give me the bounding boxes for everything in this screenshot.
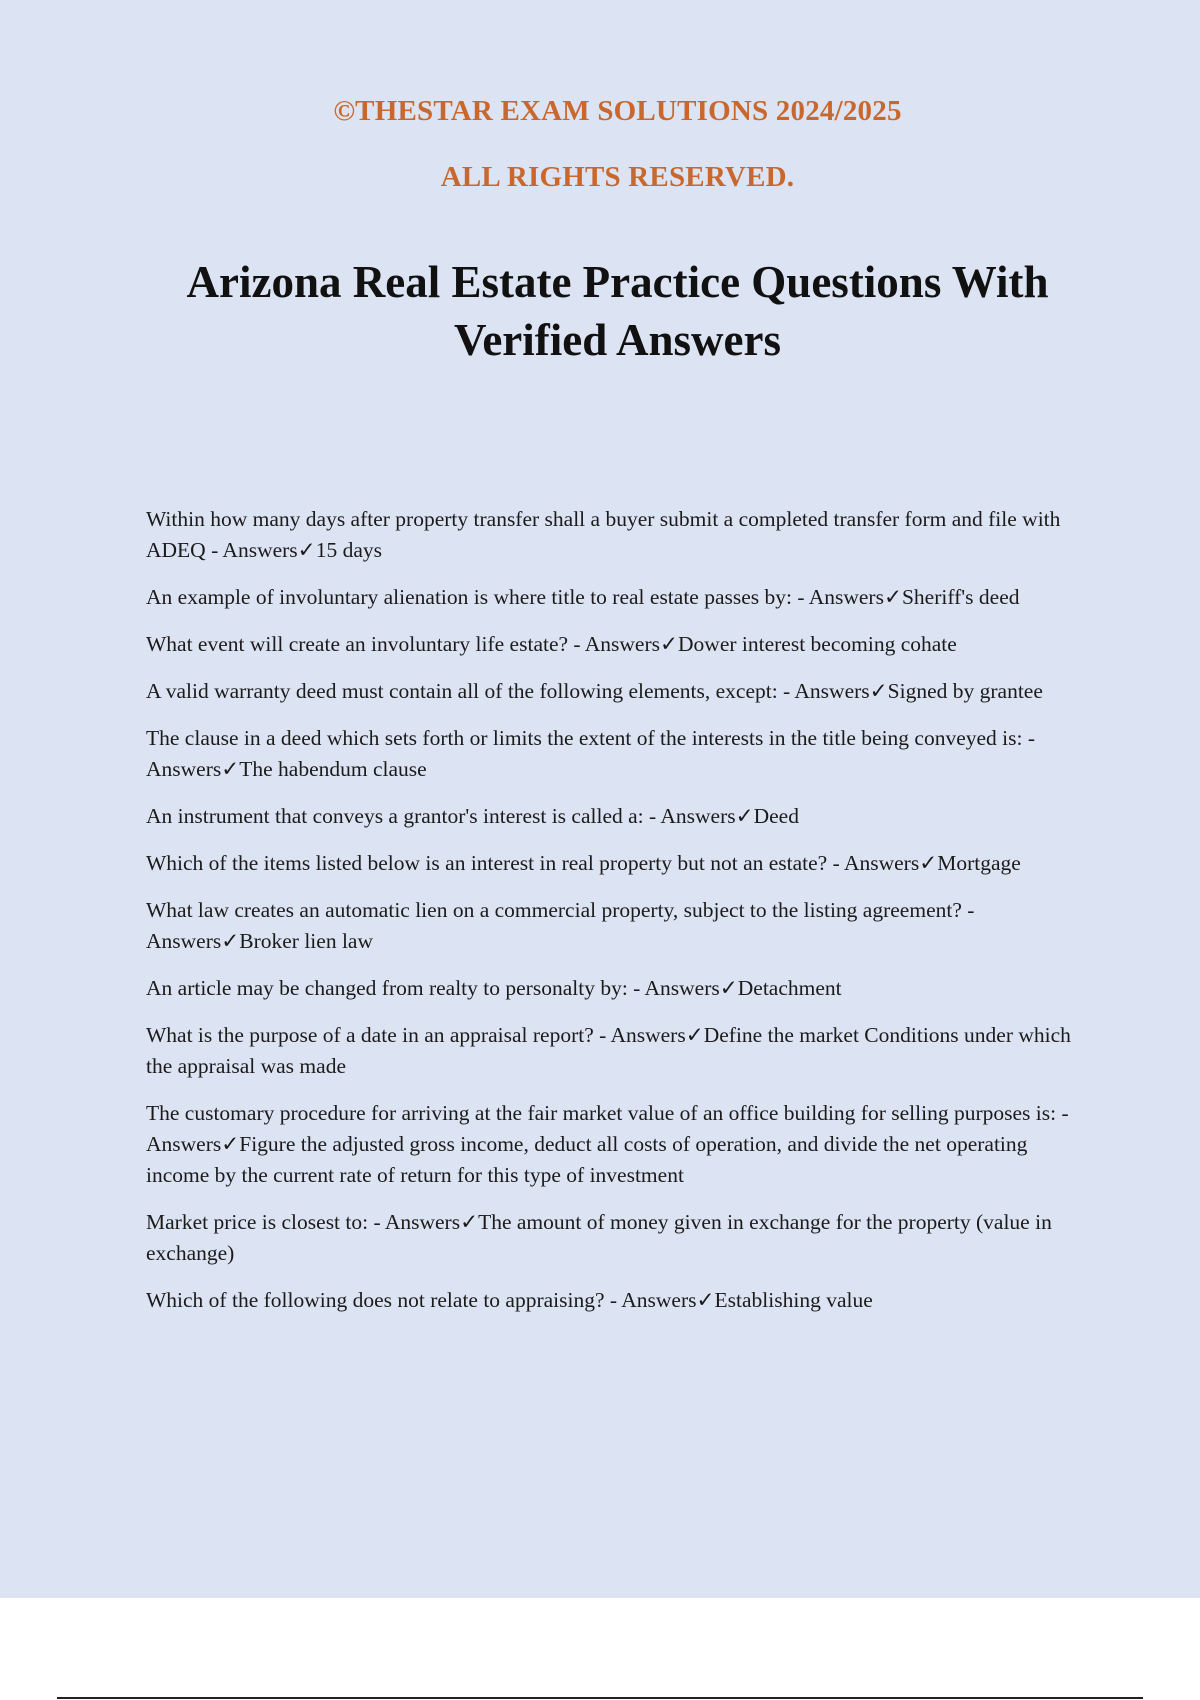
question-answer-item: Market price is closest to: - Answers✓The amount of money given in exchange for the property (value in exchange) bbox=[146, 1210, 1052, 1265]
question-answer-item: What is the purpose of a date in an appraisal report? - Answers✓Define the market Conditions under which the appraisal was made bbox=[146, 1023, 1071, 1078]
question-answer-item: What law creates an automatic lien on a commercial property, subject to the listing agreement? - Answers✓Broker lien law bbox=[146, 898, 975, 953]
question-answer-item: An article may be changed from realty to personalty by: - Answers✓Detachment bbox=[146, 976, 842, 1000]
copyright-notice: ©THESTAR EXAM SOLUTIONS 2024/2025 bbox=[333, 95, 902, 127]
question-answer-item: The clause in a deed which sets forth or limits the extent of the interests in the title being conveyed is: - Answers✓The habendum clause bbox=[146, 726, 1036, 781]
question-answer-list bbox=[146, 504, 1091, 1332]
question-answer-item: Which of the items listed below is an interest in real property but not an estate? - Answers✓Mortgage bbox=[146, 851, 1021, 875]
question-answer-item: An example of involuntary alienation is where title to real estate passes by: - Answers✓Sheriff's deed bbox=[146, 585, 1020, 609]
question-answer-item: Within how many days after property transfer shall a buyer submit a completed transfer form and file with ADEQ - Answers✓15 days bbox=[146, 507, 1061, 562]
page-divider bbox=[57, 1697, 1143, 1699]
question-answer-item: What event will create an involuntary life estate? - Answers✓Dower interest becoming cohate bbox=[146, 632, 957, 656]
question-answer-item: Which of the following does not relate to appraising? - Answers✓Establishing value bbox=[146, 1288, 873, 1312]
document-title: Arizona Real Estate Practice Questions With Verified Answers bbox=[186, 257, 1049, 365]
question-answer-item: An instrument that conveys a grantor's interest is called a: - Answers✓Deed bbox=[146, 804, 799, 828]
rights-reserved-notice: ALL RIGHTS RESERVED. bbox=[440, 161, 795, 193]
question-answer-item: The customary procedure for arriving at the fair market value of an office building for selling purposes is: - Answers✓Figure the adjusted gross income, deduct all costs of operation, and divide the net operating income by the current rate of return for this type of investment bbox=[146, 1101, 1069, 1187]
question-answer-item: A valid warranty deed must contain all of the following elements, except: - Answers✓Signed by grantee bbox=[146, 679, 1043, 703]
